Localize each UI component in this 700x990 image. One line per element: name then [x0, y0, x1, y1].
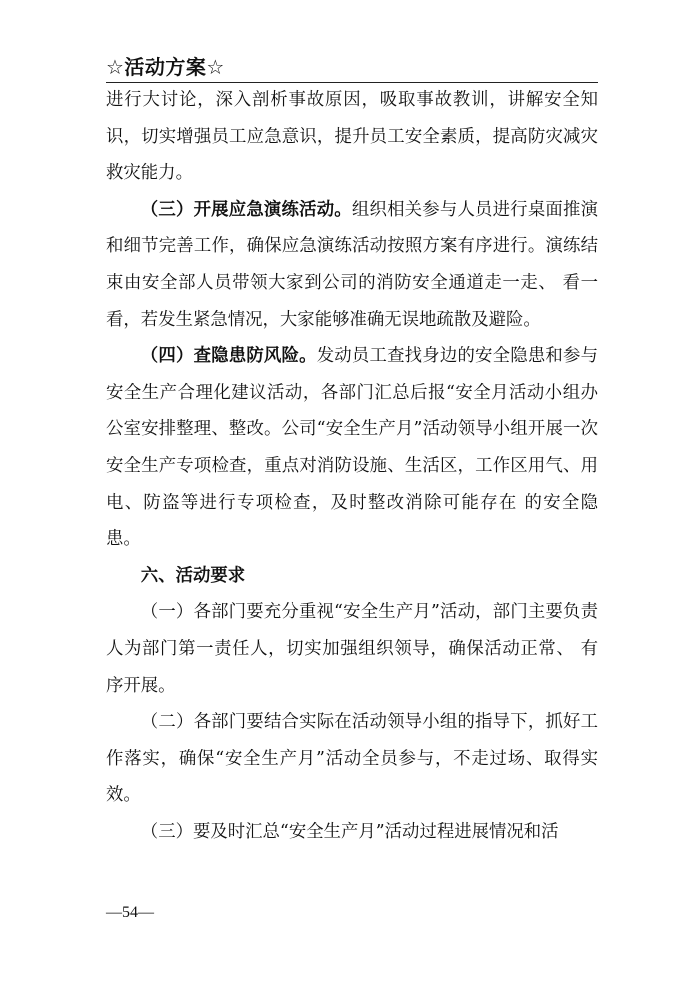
- requirement-item: （一）各部门要充分重视“安全生产月”活动，部门主要负责人为部门第一责任人，切实加强组织领导，确保活动正常、 有序开展。: [106, 602, 598, 696]
- paragraph-body: 发动员工查找身边的安全隐患和参与安全生产合理化建议活动，各部门汇总后报“安全月活动小组办公室安排整理、整改。公司“安全生产月”活动领导小组开展一次安全生产专项检查，重点对消防设施、生活区，工作区用气、用电、防盗等进行专项检查，及时整改消除可能存在 的安全隐患。: [106, 346, 598, 550]
- page-number: —54—: [106, 904, 154, 921]
- requirement-item: （三）要及时汇总“安全生产月”活动过程进展情况和活: [140, 821, 559, 842]
- paragraph-lead-heading: （四）查隐患防风险。: [140, 346, 317, 367]
- paragraph-body: 组织相关参与人员进行桌面推演和细节完善工作，确保应急演练活动按照方案有序进行。演练结束由安全部人员带领大家到公司的消防安全通道走一走、 看一看，若发生紧急情况，大家能够准确无误地疏散及避险。: [106, 199, 598, 330]
- paragraph-lead-heading: （三）开展应急演练活动。: [140, 199, 352, 220]
- page-header-title: ☆活动方案☆: [106, 55, 225, 79]
- paragraph-emergency-drill: [106, 192, 598, 338]
- document-body: [106, 82, 598, 850]
- section-heading-requirements: 六、活动要求: [140, 565, 246, 586]
- requirement-item: （二）各部门要结合实际在活动领导小组的指导下，抓好工作落实，确保“安全生产月”活动全员参与，不走过场、取得实效。: [106, 712, 598, 806]
- paragraph-hazard-check: [106, 338, 598, 558]
- paragraph-continued: 进行大讨论，深入剖析事故原因，吸取事故教训，讲解安全知识，切实增强员工应急意识，提升员工安全素质，提高防灾减灾救灾能力。: [106, 90, 598, 184]
